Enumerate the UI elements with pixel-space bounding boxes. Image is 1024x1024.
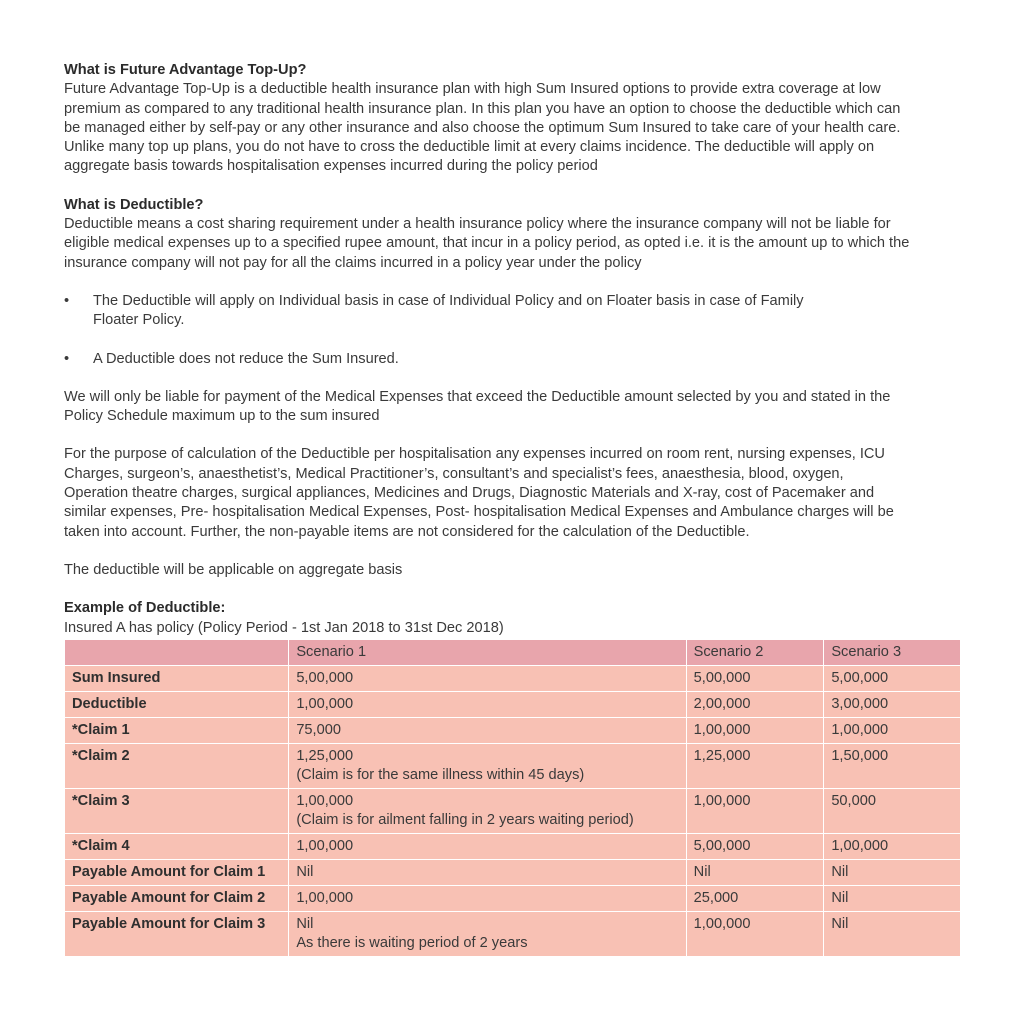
text-line: For the purpose of calculation of the Deductible per hospitalisation any expenses incurred on room rent, nursing expenses, ICU xyxy=(64,446,885,463)
section-future-advantage xyxy=(64,61,964,177)
text-line: Deductible means a cost sharing requirement under a health insurance policy where the insurance company will not be liable for xyxy=(64,216,891,233)
scenario-3-cell-value: 3,00,000 xyxy=(831,695,889,712)
row-label-cell-value: *Claim 4 xyxy=(72,837,130,854)
table-row xyxy=(65,859,961,885)
text-line: A Deductible does not reduce the Sum Insured. xyxy=(93,350,399,367)
table-header-row xyxy=(65,639,961,665)
table-row xyxy=(65,885,961,911)
bullet-item xyxy=(64,292,964,331)
scenario-1-cell xyxy=(289,911,686,956)
row-label-cell-value: Payable Amount for Claim 3 xyxy=(72,915,266,932)
bullet-text xyxy=(93,292,853,331)
row-label-cell xyxy=(65,833,289,859)
scenario-2-cell xyxy=(686,788,824,833)
scenario-3-cell-value: Nil xyxy=(831,889,849,906)
scenario-2-cell-value: 25,000 xyxy=(693,889,739,906)
text-line: Policy Schedule maximum up to the sum insured xyxy=(64,408,380,425)
row-label-cell xyxy=(65,717,289,743)
header-cell: Scenario 2 xyxy=(686,639,824,665)
scenario-3-cell xyxy=(824,885,961,911)
row-label-cell-value: *Claim 2 xyxy=(72,747,130,764)
scenario-2-cell-value: Nil xyxy=(693,863,711,880)
section-heading: What is Deductible? xyxy=(64,196,204,213)
scenario-3-cell xyxy=(824,743,961,788)
scenario-1-cell-value: 1,25,000 xyxy=(296,747,354,764)
text-line: Operation theatre charges, surgical appliances, Medicines and Drugs, Diagnostic Materials and X-ray, cost of Pacemaker and xyxy=(64,485,875,502)
scenario-2-cell xyxy=(686,691,824,717)
text-line: insurance company will not pay for all the claims incurred in a policy year under the policy xyxy=(64,254,642,271)
scenario-1-cell xyxy=(289,717,686,743)
row-label-cell xyxy=(65,911,289,956)
bullet-marker: • xyxy=(64,292,70,309)
example-heading: Example of Deductible: xyxy=(64,600,226,617)
aggregate-paragraph: The deductible will be applicable on aggregate basis xyxy=(64,561,403,578)
scenario-2-cell xyxy=(686,833,824,859)
text-line: aggregate basis towards hospitalisation expenses incurred during the policy period xyxy=(64,158,598,175)
row-label-cell-value: Sum Insured xyxy=(72,669,161,686)
row-label-cell xyxy=(65,665,289,691)
text-line: Floater Policy. xyxy=(93,312,185,329)
scenario-3-cell xyxy=(824,717,961,743)
row-label-cell xyxy=(65,691,289,717)
header-cell xyxy=(65,639,289,665)
scenario-3-cell-value: 50,000 xyxy=(831,792,876,809)
section-paragraph xyxy=(64,215,964,273)
example-subtitle: Insured A has policy (Policy Period - 1st Jan 2018 to 31st Dec 2018) xyxy=(64,619,504,636)
row-label-cell xyxy=(65,743,289,788)
calculation-paragraph xyxy=(64,445,964,541)
scenario-1-cell xyxy=(289,788,686,833)
text-line: eligible medical expenses up to a specified rupee amount, that incur in a policy period, as opted i.e. it is the amount up to which the xyxy=(64,235,910,252)
header-cell: Scenario 3 xyxy=(824,639,961,665)
bullet-text xyxy=(93,350,853,369)
scenario-1-cell-value: 1,00,000 xyxy=(296,695,354,712)
scenario-3-cell xyxy=(824,691,961,717)
text-line: Charges, surgeon’s, anaesthetist’s, Medical Practitioner’s, consultant’s and specialist’s fees, anaesthesia, blood, oxygen, xyxy=(64,465,844,482)
table-row xyxy=(65,743,961,788)
deductible-table xyxy=(64,639,961,957)
text-line: Unlike many top up plans, you do not have to cross the deductible limit at every claims incidence. The deductible will apply on xyxy=(64,139,875,156)
scenario-3-cell xyxy=(824,788,961,833)
scenario-1-cell xyxy=(289,859,686,885)
scenario-2-cell-value: 5,00,000 xyxy=(693,837,751,854)
table-row xyxy=(65,717,961,743)
scenario-3-cell xyxy=(824,911,961,956)
section-deductible xyxy=(64,196,964,273)
text-line: Future Advantage Top-Up is a deductible health insurance plan with high Sum Insured options to provide extra coverage at low xyxy=(64,81,881,98)
scenario-2-cell xyxy=(686,885,824,911)
scenario-2-cell xyxy=(686,717,824,743)
scenario-1-note: (Claim is for the same illness within 45 days) xyxy=(296,766,585,783)
table-row xyxy=(65,691,961,717)
scenario-1-cell-value: Nil xyxy=(296,915,314,932)
scenario-2-cell-value: 1,00,000 xyxy=(693,792,751,809)
table-row xyxy=(65,665,961,691)
scenario-3-cell xyxy=(824,665,961,691)
row-label-cell xyxy=(65,885,289,911)
scenario-1-cell xyxy=(289,691,686,717)
scenario-2-cell xyxy=(686,911,824,956)
row-label-cell-value: Deductible xyxy=(72,695,147,712)
scenario-2-cell xyxy=(686,859,824,885)
scenario-2-cell-value: 1,00,000 xyxy=(693,915,751,932)
scenario-2-cell xyxy=(686,743,824,788)
scenario-1-cell-value: 5,00,000 xyxy=(296,669,354,686)
section-paragraph xyxy=(64,80,964,176)
scenario-3-cell xyxy=(824,859,961,885)
scenario-3-cell xyxy=(824,833,961,859)
scenario-1-cell xyxy=(289,885,686,911)
scenario-3-cell-value: 1,00,000 xyxy=(831,721,889,738)
text-line: The Deductible will apply on Individual basis in case of Individual Policy and on Floater basis in case of Family xyxy=(93,292,804,309)
table-row xyxy=(65,911,961,956)
text-line: taken into account. Further, the non-payable items are not considered for the calculation of the Deductible. xyxy=(64,523,750,540)
row-label-cell-value: Payable Amount for Claim 2 xyxy=(72,889,266,906)
document-page xyxy=(64,61,964,957)
row-label-cell-value: *Claim 1 xyxy=(72,721,130,738)
section-heading: What is Future Advantage Top-Up? xyxy=(64,62,307,78)
scenario-1-cell-value: Nil xyxy=(296,863,314,880)
table-row xyxy=(65,788,961,833)
table-body xyxy=(65,665,961,956)
scenario-3-cell-value: 1,00,000 xyxy=(831,837,889,854)
scenario-2-cell-value: 2,00,000 xyxy=(693,695,751,712)
row-label-cell-value: Payable Amount for Claim 1 xyxy=(72,863,266,880)
scenario-1-note: (Claim is for ailment falling in 2 years waiting period) xyxy=(296,811,634,828)
text-line: We will only be liable for payment of the Medical Expenses that exceed the Deductible amount selected by you and stated in the xyxy=(64,388,891,405)
row-label-cell-value: *Claim 3 xyxy=(72,792,130,809)
scenario-3-cell-value: 5,00,000 xyxy=(831,669,889,686)
scenario-1-cell-value: 1,00,000 xyxy=(296,837,354,854)
text-line: be managed either by self-pay or any other insurance and also choose the optimum Sum Insured to take care of your health care. xyxy=(64,119,901,136)
scenario-2-cell-value: 1,00,000 xyxy=(693,721,751,738)
liability-paragraph xyxy=(64,388,964,427)
scenario-1-cell-value: 1,00,000 xyxy=(296,889,354,906)
scenario-1-cell xyxy=(289,743,686,788)
scenario-1-cell xyxy=(289,665,686,691)
row-label-cell xyxy=(65,788,289,833)
scenario-2-cell-value: 1,25,000 xyxy=(693,747,751,764)
scenario-2-cell xyxy=(686,665,824,691)
bullet-item xyxy=(64,350,964,369)
scenario-3-cell-value: Nil xyxy=(831,915,849,932)
header-cell: Scenario 1 xyxy=(289,639,686,665)
scenario-2-cell-value: 5,00,000 xyxy=(693,669,751,686)
bullet-marker: • xyxy=(64,350,70,367)
row-label-cell xyxy=(65,859,289,885)
scenario-3-cell-value: Nil xyxy=(831,863,849,880)
table-row xyxy=(65,833,961,859)
scenario-1-cell-value: 75,000 xyxy=(296,721,341,738)
scenario-3-cell-value: 1,50,000 xyxy=(831,747,889,764)
scenario-1-cell xyxy=(289,833,686,859)
scenario-1-note: As there is waiting period of 2 years xyxy=(296,934,528,951)
text-line: similar expenses, Pre- hospitalisation Medical Expenses, Post- hospitalisation Medical Expenses and Ambulance charges will be xyxy=(64,504,894,521)
text-line: premium as compared to any traditional health insurance plan. In this plan you have an option to choose the deductible which can xyxy=(64,100,901,117)
scenario-1-cell-value: 1,00,000 xyxy=(296,792,354,809)
